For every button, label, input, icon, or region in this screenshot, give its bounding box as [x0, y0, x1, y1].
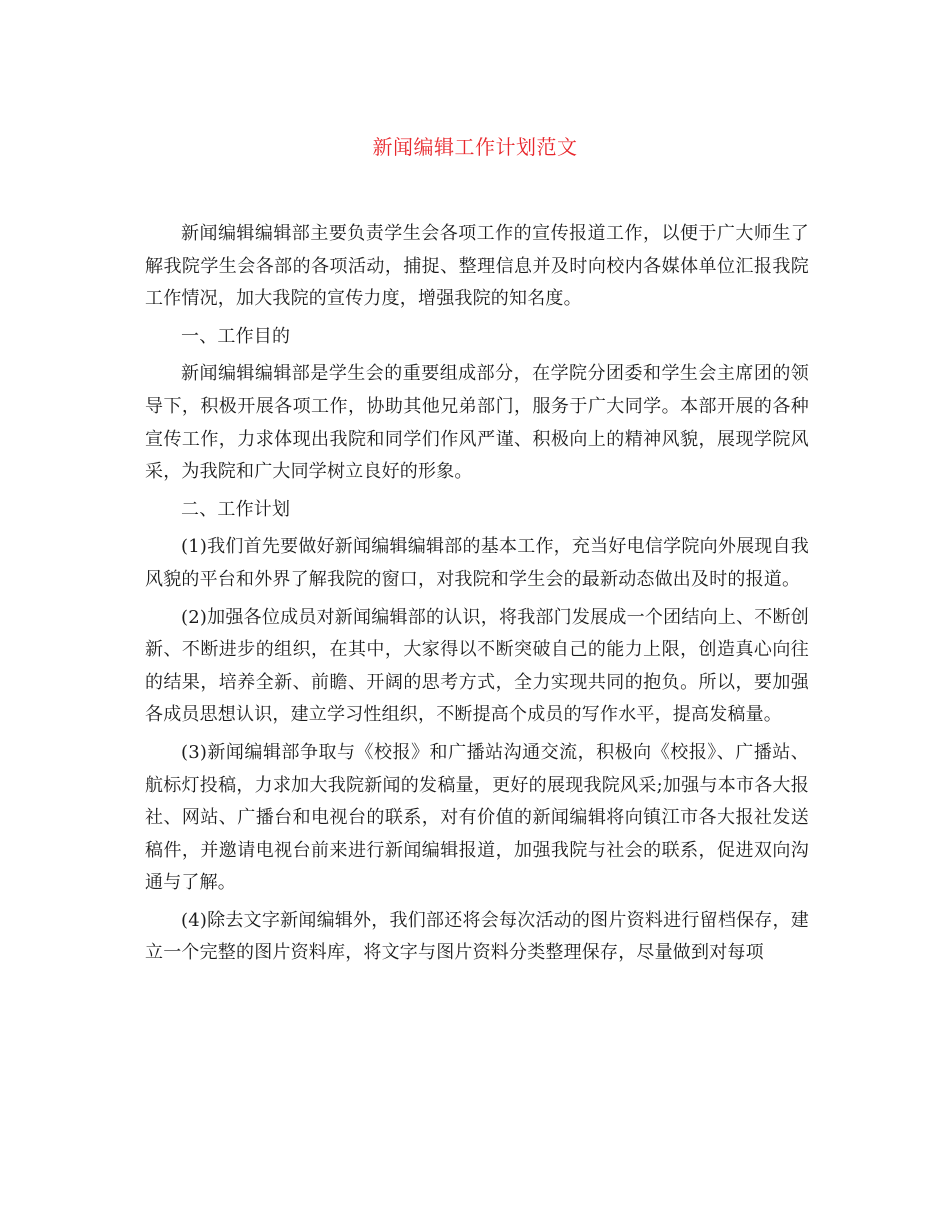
purpose-paragraph: 新闻编辑编辑部是学生会的重要组成部分，在学院分团委和学生会主席团的领导下，积极开展各项工作，协助其他兄弟部门，服务于广大同学。本部开展的各种宣传工作，力求体现出我院和同学们作风严谨、积极向上的精神风貌，展现学院风采，为我院和广大同学树立良好的形象。: [145, 363, 809, 483]
document-title: 新闻编辑工作计划范文: [372, 135, 578, 159]
plan-item-3: (3)新闻编辑部争取与《校报》和广播站沟通交流，积极向《校报》、广播站、航标灯投稿，力求加大我院新闻的发稿量，更好的展现我院风采;加强与本市各大报社、网站、广播台和电视台的联系，对有价值的新闻编辑将向镇江市各大报社发送稿件，并邀请电视台前来进行新闻编辑报道，加强我院与社会的联系，促进双向沟通与了解。: [145, 741, 809, 894]
plan-item-2: (2)加强各位成员对新闻编辑部的认识，将我部门发展成一个团结向上、不断创新、不断进步的组织，在其中，大家得以不断突破自己的能力上限，创造真心向往的结果，培养全新、前瞻、开阔的思考方式，全力实现共同的抱负。所以，要加强各成员思想认识，建立学习性组织，不断提高个成员的写作水平，提高发稿量。: [145, 606, 809, 726]
plan-item-1: (1)我们首先要做好新闻编辑编辑部的基本工作，充当好电信学院向外展现自我风貌的平台和外界了解我院的窗口，对我院和学生会的最新动态做出及时的报道。: [145, 536, 809, 590]
plan-item-4: (4)除去文字新闻编辑外，我们部还将会每次活动的图片资料进行留档保存，建立一个完整的图片资料库，将文字与图片资料分类整理保存，尽量做到对每项: [145, 909, 809, 964]
section-heading-purpose: 一、工作目的: [181, 325, 291, 347]
intro-paragraph: 新闻编辑编辑部主要负责学生会各项工作的宣传报道工作，以便于广大师生了解我院学生会各部的各项活动，捕捉、整理信息并及时向校内各媒体单位汇报我院工作情况，加大我院的宣传力度，增强我院的知名度。: [145, 223, 809, 310]
section-heading-plan: 二、工作计划: [181, 498, 291, 520]
document-body: [145, 218, 809, 975]
